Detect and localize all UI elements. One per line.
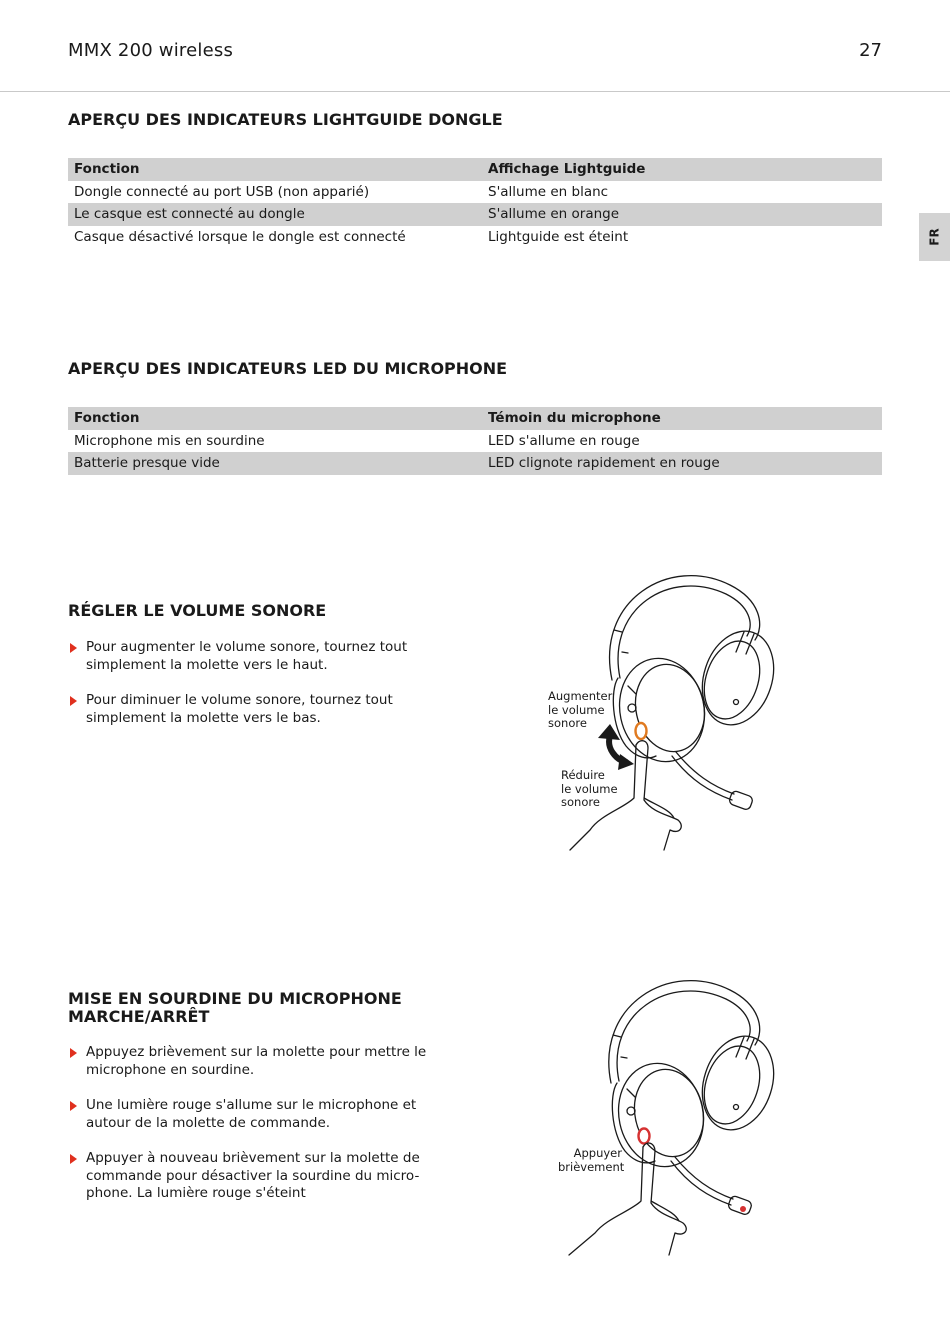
heading-line: MARCHE/ARRÊT xyxy=(68,1007,210,1026)
label-line: brièvement xyxy=(558,1159,625,1174)
label-line: Appuyer xyxy=(573,1146,622,1160)
table-header-cell: Fonction xyxy=(74,161,140,178)
list-item xyxy=(68,1150,448,1203)
section-heading-mute xyxy=(68,990,402,1026)
mute-instructions xyxy=(68,1044,448,1203)
bullet-arrow-icon xyxy=(70,1154,77,1164)
list-item-text: simplement la molette vers le haut. xyxy=(86,656,328,673)
list-item xyxy=(68,1044,448,1079)
table-cell: Dongle connecté au port USB (non apparié) xyxy=(74,183,370,200)
page-number: 27 xyxy=(859,40,882,61)
bullet-arrow-icon xyxy=(70,696,77,706)
list-item xyxy=(68,1097,448,1132)
bullet-arrow-icon xyxy=(70,643,77,653)
list-item xyxy=(68,639,448,674)
volume-up-label xyxy=(548,690,612,731)
label-line: Augmenter xyxy=(548,689,613,703)
section-heading-dongle: APERÇU DES INDICATEURS LIGHTGUIDE DONGLE xyxy=(68,110,503,129)
language-tab-label: FR xyxy=(927,228,942,246)
table-row xyxy=(68,203,882,226)
table-row xyxy=(68,452,882,475)
dongle-table xyxy=(68,158,882,248)
list-item-text: Pour diminuer le volume sonore, tournez tout xyxy=(86,692,393,708)
section-heading-mic-led: APERÇU DES INDICATEURS LED DU MICROPHONE xyxy=(68,359,508,378)
table-cell: Lightguide est éteint xyxy=(488,229,629,246)
section-heading-volume: RÉGLER LE VOLUME SONORE xyxy=(68,601,327,620)
list-item-text: commande pour désactiver la sourdine du micro- xyxy=(86,1167,420,1184)
list-item-text: Une lumière rouge s'allume sur le microphone et xyxy=(86,1097,417,1113)
page-header xyxy=(0,0,950,92)
list-item-text: autour de la molette de commande. xyxy=(86,1114,331,1131)
label-line: sonore xyxy=(548,716,587,730)
list-item-text: Pour augmenter le volume sonore, tournez tout xyxy=(86,639,408,655)
table-cell: S'allume en orange xyxy=(488,206,620,223)
volume-down-label xyxy=(561,769,618,810)
list-item-text: microphone en sourdine. xyxy=(86,1061,255,1078)
label-line: le volume xyxy=(548,702,605,717)
document-title: MMX 200 wireless xyxy=(68,40,234,61)
language-tab xyxy=(919,213,950,261)
table-cell: Le casque est connecté au dongle xyxy=(74,206,305,223)
table-cell: LED s'allume en rouge xyxy=(488,432,640,449)
mic-led-table xyxy=(68,407,882,475)
bullet-arrow-icon xyxy=(70,1048,77,1058)
heading-line: MISE EN SOURDINE DU MICROPHONE xyxy=(68,989,402,1008)
headset-mute-illustration xyxy=(545,965,795,1260)
label-line: Réduire xyxy=(561,768,605,782)
label-line: sonore xyxy=(561,795,600,809)
table-header-cell: Témoin du microphone xyxy=(488,410,661,427)
list-item-text: phone. La lumière rouge s'éteint xyxy=(86,1185,306,1201)
table-header-cell: Affichage Lightguide xyxy=(488,161,646,178)
press-briefly-label xyxy=(558,1146,625,1174)
table-cell: Casque désactivé lorsque le dongle est connecté xyxy=(74,229,406,246)
table-row xyxy=(68,226,882,249)
table-row xyxy=(68,181,882,204)
table-cell: S'allume en blanc xyxy=(488,183,609,200)
volume-wheel-icon xyxy=(636,723,647,739)
table-cell: LED clignote rapidement en rouge xyxy=(488,455,720,472)
label-line: le volume xyxy=(561,781,618,796)
list-item xyxy=(68,692,448,727)
list-item-text: simplement la molette vers le bas. xyxy=(86,709,321,726)
mute-wheel-icon xyxy=(639,1129,650,1144)
table-row xyxy=(68,430,882,453)
volume-instructions xyxy=(68,639,448,727)
list-item-text: Appuyez brièvement sur la molette pour mettre le xyxy=(86,1044,427,1060)
table-header-row xyxy=(68,407,882,430)
bullet-arrow-icon xyxy=(70,1101,77,1111)
table-cell: Microphone mis en sourdine xyxy=(74,432,265,449)
mic-led-icon xyxy=(740,1206,746,1212)
table-header-row xyxy=(68,158,882,181)
table-cell: Batterie presque vide xyxy=(74,455,220,472)
list-item-text: Appuyer à nouveau brièvement sur la molette de xyxy=(86,1150,420,1166)
table-header-cell: Fonction xyxy=(74,410,140,427)
